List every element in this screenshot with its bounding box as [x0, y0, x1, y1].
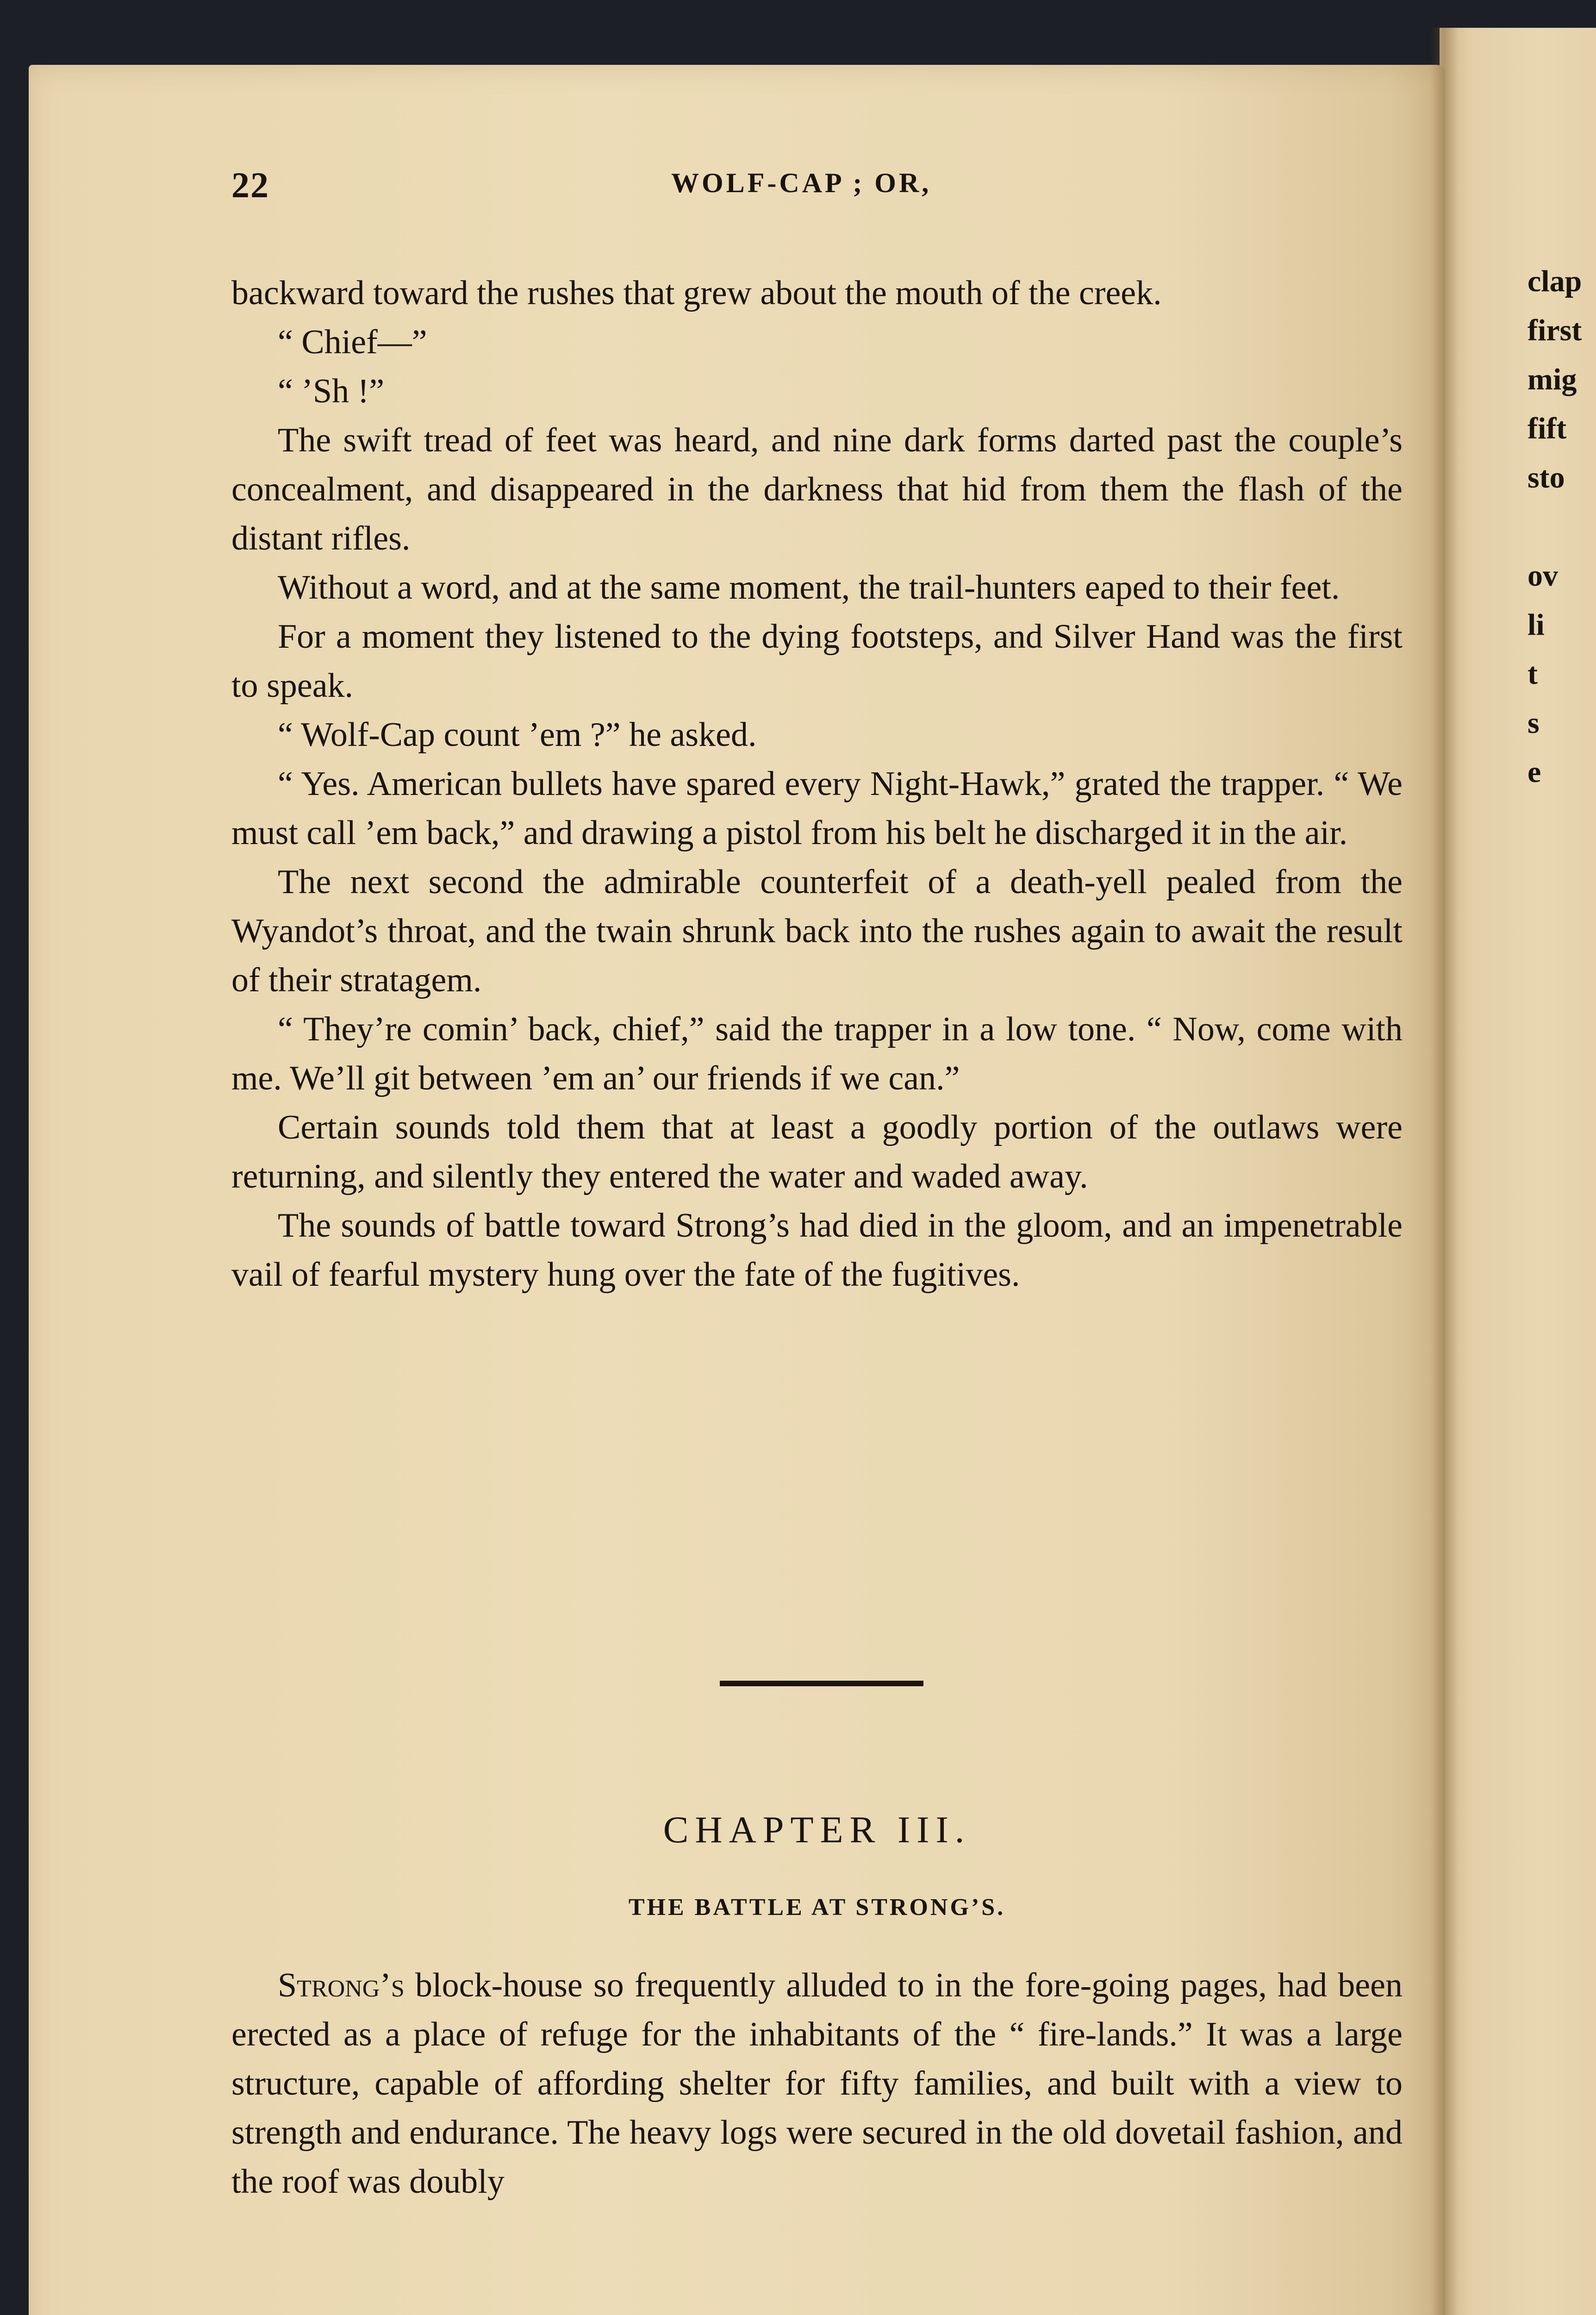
paragraph: “ Wolf-Cap count ’em ?” he asked. — [278, 716, 757, 754]
paragraph: For a moment they listened to the dying footsteps, and Silver Hand was the first to speak. — [231, 618, 1403, 705]
body-text-top — [231, 269, 1403, 1299]
book-gutter — [1430, 28, 1458, 2315]
fragment-line: fift — [1527, 412, 1567, 445]
fragment-line: sto — [1527, 461, 1565, 494]
chapter-title: CHAPTER III. — [663, 1808, 971, 1851]
paragraph — [231, 1961, 1403, 2206]
paragraph: backward toward the rushes that grew about the mouth of the creek. — [231, 274, 1162, 312]
right-page-text-fragments — [1527, 257, 1596, 797]
paragraph: “ ’Sh !” — [278, 372, 385, 410]
fragment-line: mig — [1527, 363, 1577, 396]
section-divider-rule — [720, 1681, 923, 1686]
paragraph: “ They’re comin’ back, chief,” said the trapper in a low tone. “ Now, come with me. We’ll git between ’em an’ our friends if we can.” — [231, 1010, 1403, 1097]
paragraph-text: block-house so frequently alluded to in the fore-going pages, had been erected as a place of refuge for the inhabitants of the “ fire-lands.” It was a large structure, capable of affording shelter for fifty families, and built with a view to strength and endurance. The heavy logs were secured in the old dovetail fashion, and the roof was doubly — [231, 1966, 1403, 2201]
paragraph: The swift tread of feet was heard, and nine dark forms darted past the couple’s concealment, and disappeared in the darkness that hid from them the flash of the distant rifles. — [231, 421, 1403, 557]
paragraph: The sounds of battle toward Strong’s had died in the gloom, and an impenetrable vail of fearful mystery hung over the fate of the fugitives. — [231, 1207, 1403, 1294]
fragment-line: clap — [1527, 264, 1582, 298]
fragment-line: first — [1527, 313, 1582, 347]
fragment-line: e — [1527, 755, 1541, 789]
chapter-subtitle: THE BATTLE AT STRONG’S. — [628, 1894, 1006, 1921]
paragraph-lead-word: Strong’s — [278, 1966, 405, 2004]
fragment-spacer — [1527, 502, 1596, 551]
paragraph: “ Chief—” — [278, 323, 427, 361]
paragraph: “ Yes. American bullets have spared every Night-Hawk,” grated the trapper. “ We must call ’em back,” and drawing a pistol from his belt he discharged it in the air. — [231, 765, 1403, 852]
page-header — [231, 164, 1416, 206]
paragraph: Without a word, and at the same moment, the trail-hunters eaped to their feet. — [278, 569, 1340, 607]
running-head: WOLF-CAP ; OR, — [671, 168, 932, 198]
body-text-bottom — [231, 1961, 1403, 2206]
fragment-line: li — [1527, 608, 1545, 642]
fragment-line: t — [1527, 657, 1538, 691]
paragraph: Certain sounds told them that at least a goodly portion of the outlaws were returning, and silently they entered the water and waded away. — [231, 1108, 1403, 1195]
fragment-line: ov — [1527, 559, 1558, 593]
page-number: 22 — [231, 165, 269, 205]
paragraph: The next second the admirable counterfeit of a death-yell pealed from the Wyandot’s throat, and the twain shrunk back into the rushes again to await the result of their stratagem. — [231, 863, 1403, 999]
fragment-line: s — [1527, 706, 1540, 740]
